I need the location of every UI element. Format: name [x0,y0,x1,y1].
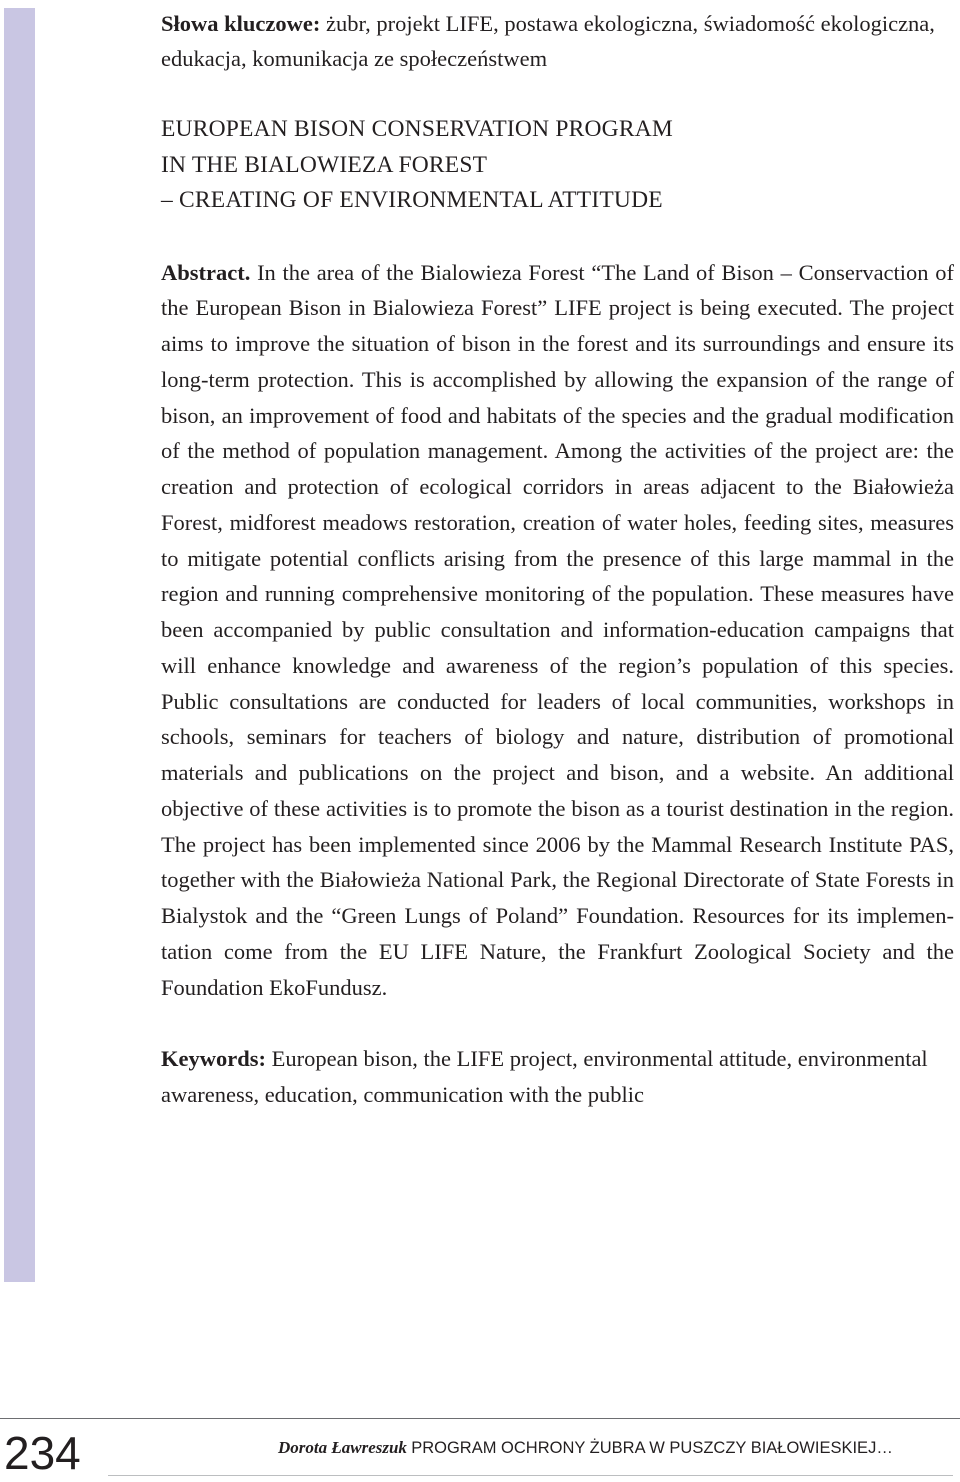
keywords-polish-label: Słowa kluczowe: [161,11,321,36]
english-title-line-3: – CREATING OF ENVIRONMENTAL ATTITUDE [161,187,663,213]
side-color-bar [4,8,35,1282]
abstract [161,255,954,1006]
footer-rule [0,1418,960,1419]
running-head [278,1437,953,1459]
article-body [161,6,954,1113]
running-head-title: PROGRAM OCHRONY ŻUBRA W PUSZCZY BIAŁOWIESKIEJ… [411,1439,893,1457]
abstract-label: Abstract. [161,259,251,285]
abstract-text: In the area of the Bialowieza Forest “The Land of Bison – Conservaction of the European Bison in Bialowieza Forest” LIFE project is being executed. The project aims to improve the situation of bison in the forest and its surroundings and ensure its long-term protection. This is accomplished by allowing the expansion of the range of bison, an improvement of food and habitats of the species and the gradual modification of the method of population management. Among the activities of the project are: the creation and protection of ecological corridors in areas adjacent to the Białowieża Forest, midforest meadows restoration, creation of water holes, feeding sites, measures to mitigate potential conflicts arising from the presence of this large mammal in the region and running comprehensive monitoring of the population. These measures have been accompanied by public consultation and information-education campaigns that will enhance knowledge and awareness of the region’s population of this species. Public consultations are conducted for leaders of local communities, workshops in schools, seminars for teachers of biology and nature, distribution of promotional materials and publications on the project and bison, and a website. An additional objective of these activities is to promote the bison as a tourist destination in the region. The project has been implemented since 2006 by the Mammal Research Institute PAS, together with the Białowieża National Park, the Regional Directorate of State Forests in Bialystok and the “Green Lungs of Poland” Foundation. Resources for its implementation come from the EU LIFE Nature, the Frankfurt Zoological Society and the Foundation EkoFundusz. [161,259,954,1000]
keywords-english-label: Keywords: [161,1046,266,1072]
keywords-english [161,1041,954,1113]
english-title [161,112,954,219]
footer-sub-rule [108,1475,953,1476]
running-head-author: Dorota Ławreszuk [278,1438,407,1457]
english-title-line-2: IN THE BIALOWIEZA FOREST [161,151,488,178]
english-title-line-1: EUROPEAN BISON CONSERVATION PROGRAM [161,116,673,142]
keywords-polish [161,6,954,76]
keywords-english-text: European bison, the LIFE project, environmental attitude, environmental awareness, education, communication with the public [161,1046,928,1108]
keywords-polish-text: żubr, projekt LIFE, postawa ekologiczna, świadomość ekologiczna, edukacja, komunikacja ze społeczeństwem [161,11,935,71]
page-number: 234 [4,1427,81,1479]
